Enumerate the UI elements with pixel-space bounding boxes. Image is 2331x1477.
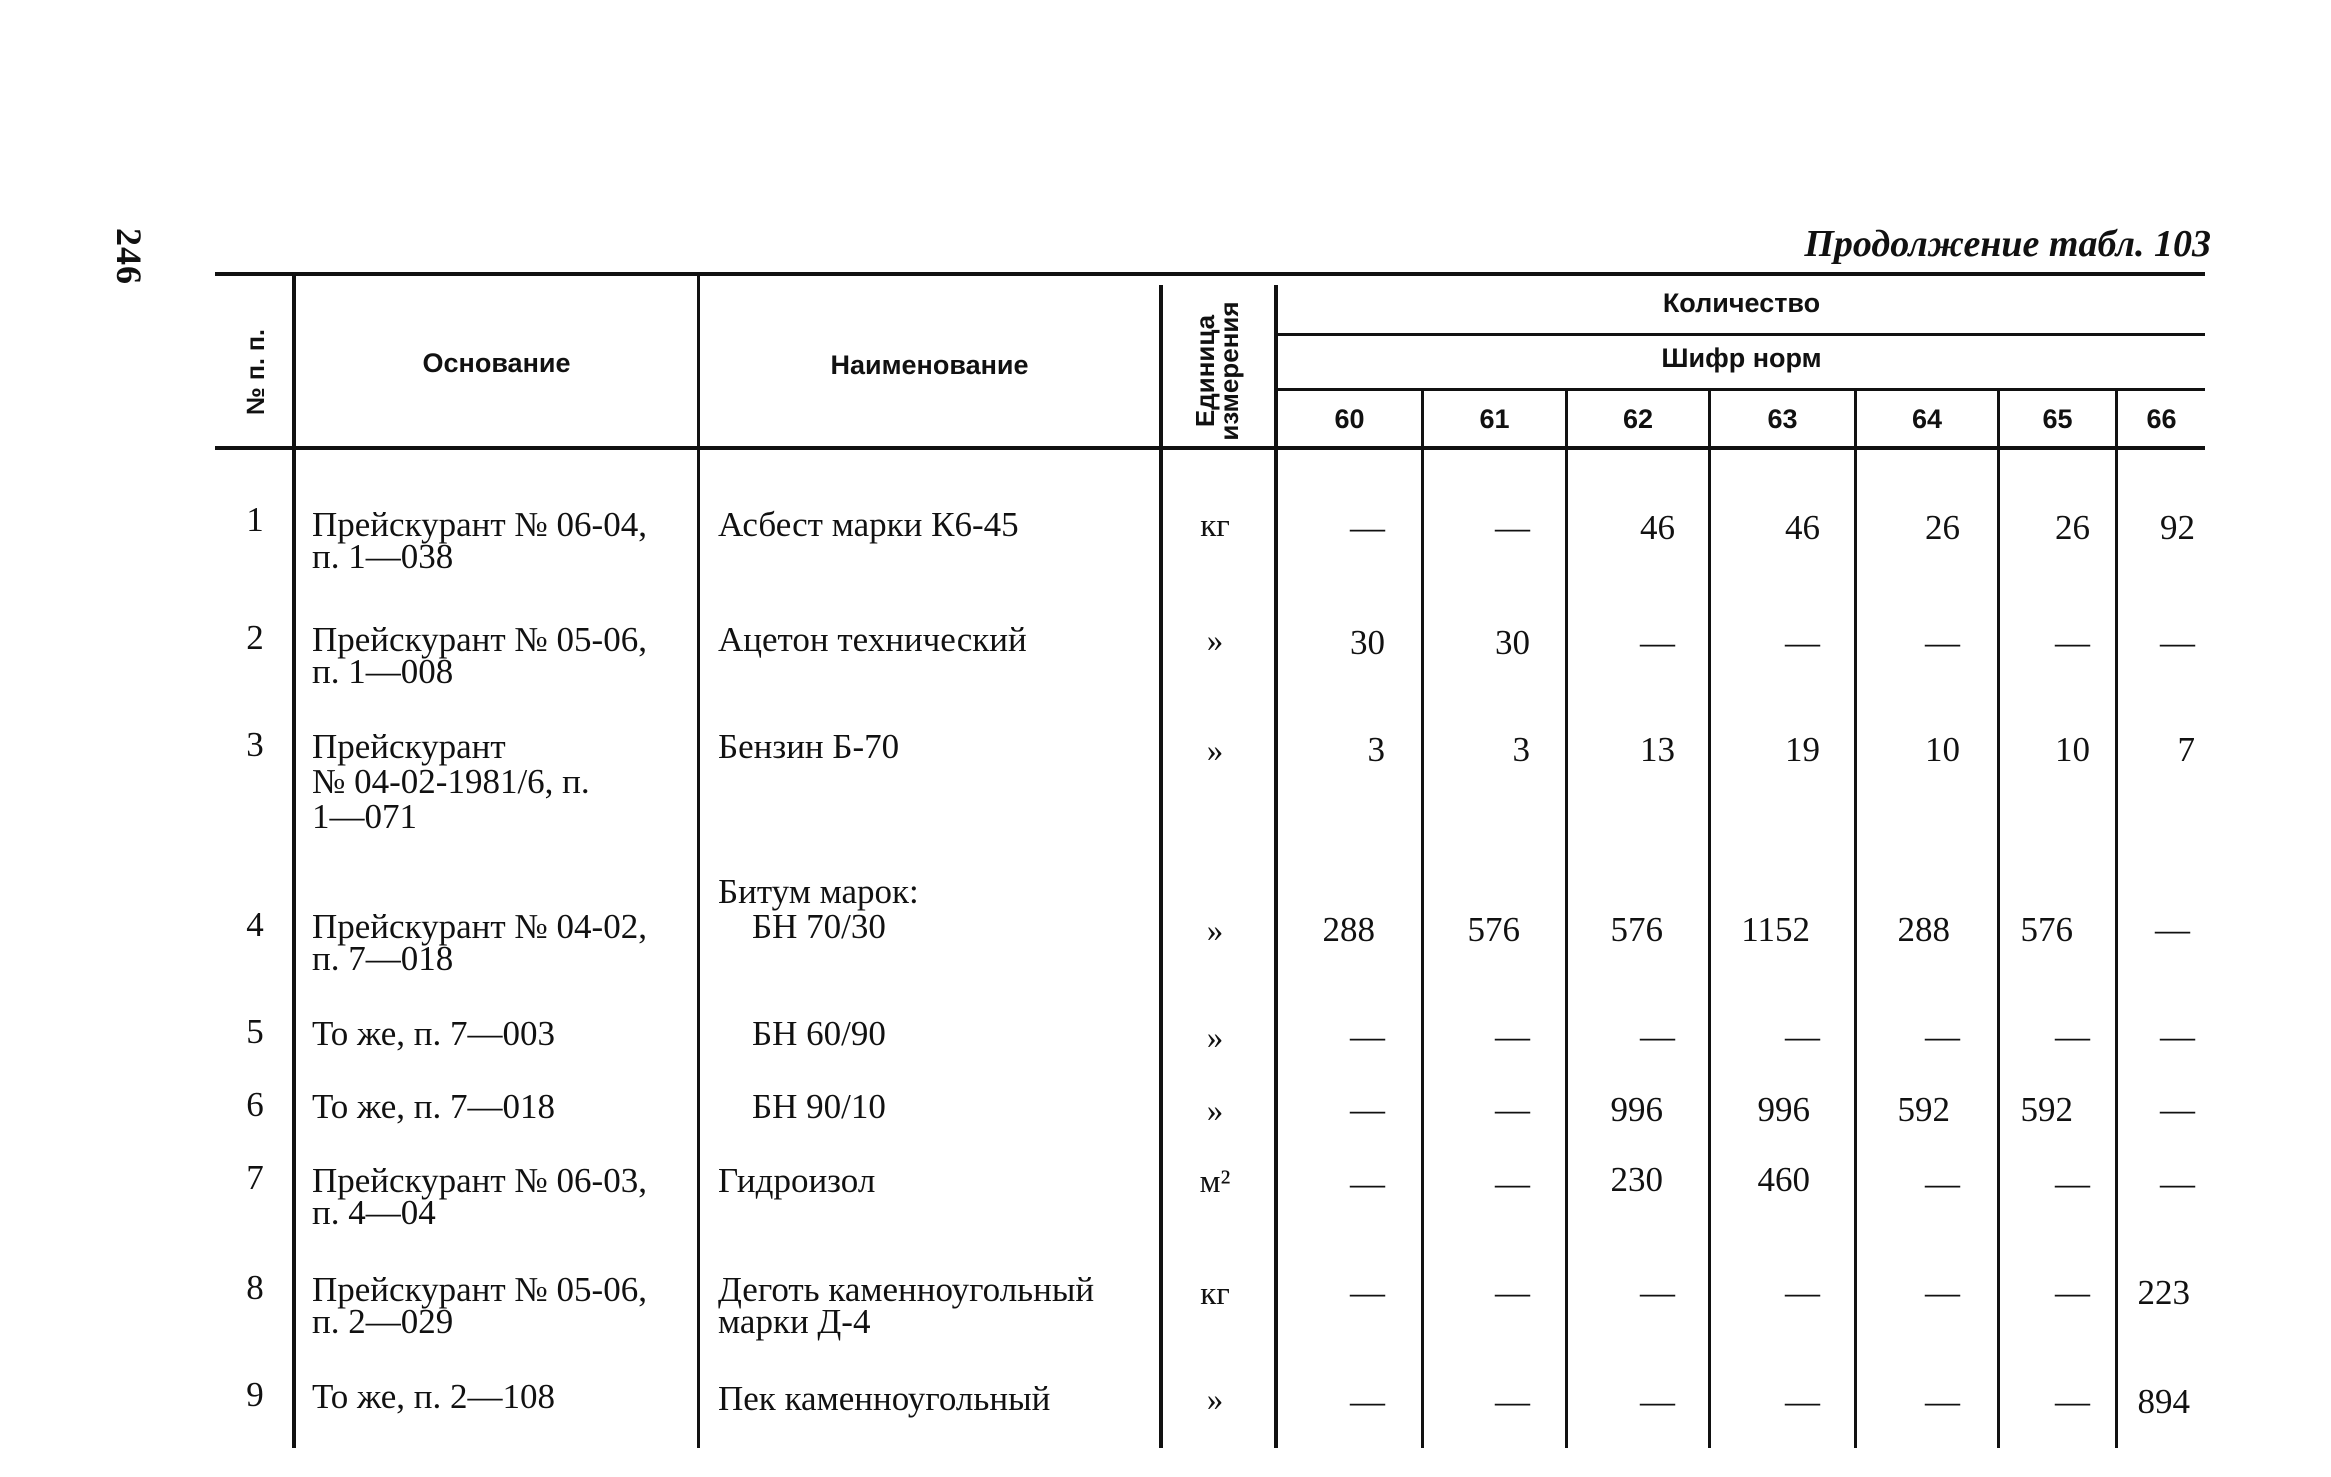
- value-60: 3: [1367, 730, 1385, 769]
- cipher-code-63: 63: [1767, 404, 1798, 434]
- row-name: БН 60/90: [752, 1014, 886, 1053]
- col-divider-61: [1421, 391, 1424, 1448]
- header-cipher: Шифр норм: [1661, 343, 1822, 373]
- row-basis-line2: п. 7—018: [312, 939, 454, 978]
- value-65: —: [2055, 623, 2090, 662]
- row-unit: »: [1206, 733, 1224, 769]
- row-basis-line2: п. 1—008: [312, 652, 454, 691]
- value-62: 13: [1640, 730, 1675, 769]
- row-name-line1: Битум марок:: [718, 872, 919, 911]
- value-61: 576: [1467, 910, 1520, 949]
- col-divider-basis: [292, 276, 296, 1448]
- value-66: —: [2155, 910, 2190, 949]
- header-bottom-rule: [215, 446, 2205, 450]
- value-61: —: [1495, 508, 1530, 547]
- row-number: 5: [246, 1012, 264, 1051]
- cipher-code-65: 65: [2042, 404, 2073, 434]
- header-name: Наименование: [830, 350, 1029, 380]
- row-basis-line1: Прейскурант № 06-03,: [312, 1161, 647, 1200]
- value-62: 576: [1610, 910, 1663, 949]
- row-number: 7: [246, 1158, 264, 1197]
- value-60: —: [1350, 1382, 1385, 1421]
- cipher-code-62: 62: [1622, 404, 1654, 434]
- row-unit: »: [1206, 1020, 1224, 1056]
- row-number: 9: [246, 1375, 264, 1414]
- row-basis-line3: 1—071: [312, 797, 417, 836]
- row-name-line2: марки Д-4: [718, 1302, 871, 1341]
- row-name: Асбест марки К6-45: [718, 505, 1019, 544]
- row-basis-line1: Прейскурант: [312, 727, 506, 766]
- value-65: —: [2055, 1273, 2090, 1312]
- cipher-underline: [1275, 388, 2205, 391]
- value-61: 3: [1512, 730, 1530, 769]
- value-66: —: [2160, 1017, 2195, 1056]
- value-61: —: [1495, 1017, 1530, 1056]
- header-quantity: Количество: [1662, 288, 1821, 318]
- value-62: —: [1640, 1017, 1675, 1056]
- value-65: —: [2055, 1382, 2090, 1421]
- row-number: 8: [246, 1268, 264, 1307]
- table-caption: Продолжение табл. 103: [1804, 223, 2211, 265]
- header-unit: [1160, 295, 1272, 445]
- value-65: 10: [2055, 730, 2090, 769]
- value-60: —: [1350, 1017, 1385, 1056]
- cipher-code-66: 66: [2146, 404, 2177, 434]
- row-unit: м²: [1199, 1164, 1231, 1200]
- value-64: 288: [1897, 910, 1950, 949]
- row-unit: »: [1206, 1093, 1224, 1129]
- col-divider-name: [697, 276, 700, 1448]
- value-64: 10: [1925, 730, 1960, 769]
- header-unit-line1: Единица: [1190, 314, 1220, 428]
- cipher-code-64: 64: [1911, 404, 1943, 434]
- value-65: 576: [2020, 910, 2073, 949]
- value-62: —: [1640, 623, 1675, 662]
- row-basis-line1: То же, п. 2—108: [312, 1377, 555, 1416]
- top-rule: [215, 272, 2205, 276]
- row-basis-line1: Прейскурант № 06-04,: [312, 505, 647, 544]
- value-64: 26: [1925, 508, 1960, 547]
- value-63: —: [1785, 1017, 1820, 1056]
- row-number: 3: [246, 725, 264, 764]
- row-basis-line2: [312, 762, 682, 801]
- quantity-underline: [1275, 333, 2205, 336]
- row-basis-line1: Прейскурант № 04-02,: [312, 907, 647, 946]
- value-64: 592: [1897, 1090, 1950, 1129]
- row-number: 2: [246, 618, 264, 657]
- row-unit: »: [1206, 913, 1224, 949]
- row-basis-line1: То же, п. 7—003: [312, 1014, 555, 1053]
- value-64: —: [1925, 1382, 1960, 1421]
- value-64: —: [1925, 1017, 1960, 1056]
- value-63: —: [1785, 1382, 1820, 1421]
- value-62: 46: [1640, 508, 1675, 547]
- value-65: 592: [2020, 1090, 2073, 1129]
- value-65: —: [2055, 1017, 2090, 1056]
- row-basis-line1: Прейскурант № 05-06,: [312, 620, 647, 659]
- value-66: 92: [2160, 508, 2195, 547]
- row-unit: »: [1206, 1382, 1224, 1418]
- value-61: —: [1495, 1273, 1530, 1312]
- value-61: —: [1495, 1382, 1530, 1421]
- value-61: —: [1495, 1164, 1530, 1203]
- value-63: —: [1785, 623, 1820, 662]
- value-65: 26: [2055, 508, 2090, 547]
- value-66: —: [2160, 623, 2195, 662]
- value-62: 996: [1610, 1090, 1663, 1129]
- row-name-line2: БН 70/30: [752, 907, 886, 946]
- value-60: —: [1350, 508, 1385, 547]
- value-60: —: [1350, 1090, 1385, 1129]
- value-64: —: [1925, 1164, 1960, 1203]
- value-63: 1152: [1741, 910, 1810, 949]
- value-66: 894: [2137, 1382, 2190, 1421]
- header-basis: Основание: [422, 348, 571, 378]
- page-number: 246: [109, 228, 149, 285]
- row-name: Ацетон технический: [718, 620, 1027, 659]
- header-unit-line2: измерения: [1214, 301, 1244, 441]
- value-64: —: [1925, 1273, 1960, 1312]
- row-number: 6: [246, 1085, 264, 1124]
- value-63: 996: [1757, 1090, 1810, 1129]
- value-60: —: [1350, 1164, 1385, 1203]
- value-62: —: [1640, 1382, 1675, 1421]
- row-basis-line2-text: № 04-02-1981/6, п.: [312, 762, 590, 801]
- col-divider-unit: [1159, 285, 1163, 1448]
- col-divider-63: [1708, 391, 1711, 1448]
- value-60: 30: [1350, 623, 1385, 662]
- value-63: —: [1785, 1273, 1820, 1312]
- value-66: —: [2160, 1090, 2195, 1129]
- row-basis-line2: п. 1—038: [312, 537, 454, 576]
- value-60: 288: [1322, 910, 1375, 949]
- row-unit: кг: [1200, 508, 1230, 544]
- value-61: —: [1495, 1090, 1530, 1129]
- row-name: БН 90/10: [752, 1087, 886, 1126]
- value-64: —: [1925, 623, 1960, 662]
- value-66: 223: [2137, 1273, 2190, 1312]
- row-basis-line1: Прейскурант № 05-06,: [312, 1270, 647, 1309]
- cipher-code-61: 61: [1479, 404, 1510, 434]
- cipher-code-60: 60: [1334, 404, 1365, 434]
- row-name: Гидроизол: [718, 1161, 876, 1200]
- row-basis-line1: То же, п. 7—018: [312, 1087, 555, 1126]
- header-num: № п. п.: [242, 329, 270, 415]
- row-name-line1: Деготь каменноугольный: [718, 1270, 1095, 1309]
- value-63: 460: [1757, 1160, 1810, 1199]
- value-66: 7: [2177, 730, 2195, 769]
- col-divider-quantity: [1274, 285, 1278, 1448]
- value-61: 30: [1495, 623, 1530, 662]
- row-basis-line2: п. 2—029: [312, 1302, 454, 1341]
- value-60: —: [1350, 1273, 1385, 1312]
- row-basis-line2: п. 4—04: [312, 1193, 436, 1232]
- row-unit: »: [1206, 623, 1224, 659]
- value-63: 19: [1785, 730, 1820, 769]
- value-62: —: [1640, 1273, 1675, 1312]
- row-unit: кг: [1200, 1276, 1230, 1312]
- value-66: —: [2160, 1164, 2195, 1203]
- value-65: —: [2055, 1164, 2090, 1203]
- row-name: Пек каменноугольный: [718, 1379, 1051, 1418]
- row-number: 4: [246, 905, 264, 944]
- value-62: 230: [1610, 1160, 1663, 1199]
- value-63: 46: [1785, 508, 1820, 547]
- row-number: 1: [246, 500, 264, 539]
- row-name: Бензин Б-70: [718, 727, 900, 766]
